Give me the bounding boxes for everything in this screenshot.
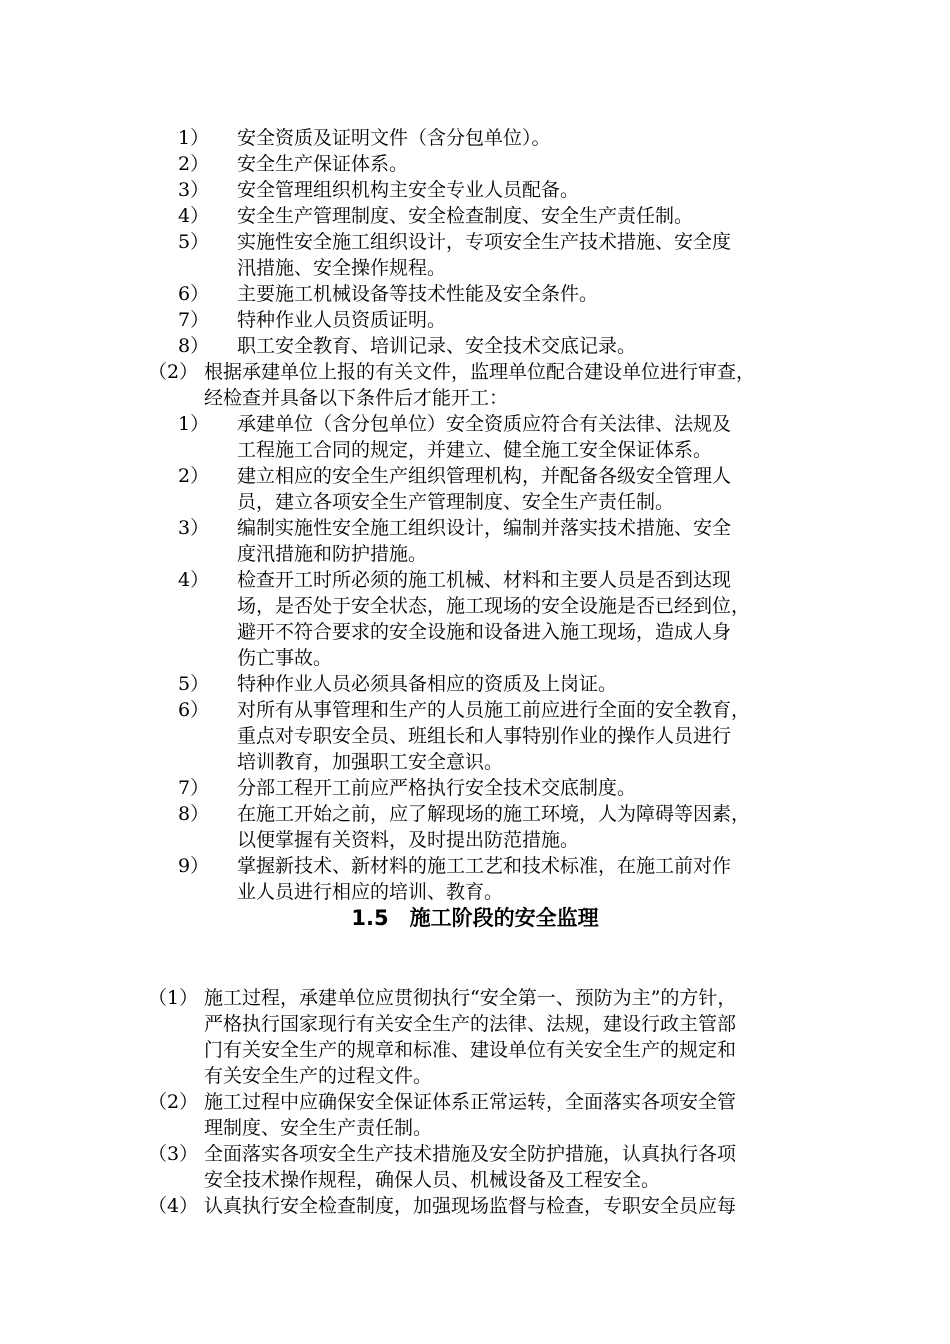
list-b-text: 承建单位（含分包单位）安全资质应符合有关法律、法规及 (237, 413, 732, 435)
item-number: （2） (148, 361, 199, 383)
list-b-text: 以便掌握有关资料，及时提出防范措施。 (237, 829, 580, 851)
list-a-text: 安全资质及证明文件（含分包单位）。 (237, 127, 551, 149)
list-b-text: 场，是否处于安全状态，施工现场的安全设施是否已经到位， (237, 595, 751, 617)
list-a-text: 安全管理组织机构主安全专业人员配备。 (237, 179, 580, 201)
list-b-text: 在施工开始之前，应了解现场的施工环境，人为障碍等因素， (237, 803, 751, 825)
list-a-number: 5） (178, 231, 210, 253)
list-c-text: 施工过程中应确保安全保证体系正常运转，全面落实各项安全管 (204, 1091, 737, 1113)
list-b-text: 业人员进行相应的培训、教育。 (237, 881, 504, 903)
list-b-number: 3） (178, 517, 210, 539)
item-text: 根据承建单位上报的有关文件，监理单位配合建设单位进行审查， (204, 361, 756, 383)
list-b-text: 对所有从事管理和生产的人员施工前应进行全面的安全教育， (237, 699, 751, 721)
list-b-text: 编制实施性安全施工组织设计，编制并落实技术措施、安全 (237, 517, 732, 539)
list-a-text: 安全生产管理制度、安全检查制度、安全生产责任制。 (237, 205, 694, 227)
list-a-number: 2） (178, 153, 210, 175)
list-b-text: 伤亡事故。 (237, 647, 333, 669)
list-b-number: 9） (178, 855, 210, 877)
list-b-number: 1） (178, 413, 210, 435)
list-b-number: 8） (178, 803, 210, 825)
list-b-text: 度汛措施和防护措施。 (237, 543, 428, 565)
list-a-text: 安全生产保证体系。 (237, 153, 409, 175)
list-b-text: 避开不符合要求的安全设施和设备进入施工现场，造成人身 (237, 621, 732, 643)
list-a-number: 1） (178, 127, 210, 149)
list-a-text: 主要施工机械设备等技术性能及安全条件。 (237, 283, 599, 305)
list-c-number: （1） (148, 987, 199, 1009)
list-a-number: 7） (178, 309, 210, 331)
list-c-number: （2） (148, 1091, 199, 1113)
list-b-number: 4） (178, 569, 210, 591)
list-c-text: 严格执行国家现行有关安全生产的法律、法规，建设行政主管部 (204, 1013, 737, 1035)
list-a-number: 8） (178, 335, 210, 357)
list-b-text: 检查开工时所必须的施工机械、材料和主要人员是否到达现 (237, 569, 732, 591)
list-a-number: 6） (178, 283, 210, 305)
list-b-number: 2） (178, 465, 210, 487)
list-c-text: 安全技术操作规程，确保人员、机械设备及工程安全。 (204, 1169, 661, 1191)
list-b-number: 5） (178, 673, 210, 695)
list-c-number: （3） (148, 1143, 199, 1165)
list-c-text: 理制度、安全生产责任制。 (204, 1117, 433, 1139)
list-c-text: 全面落实各项安全生产技术措施及安全防护措施，认真执行各项 (204, 1143, 737, 1165)
list-b-text: 特种作业人员必须具备相应的资质及上岗证。 (237, 673, 618, 695)
list-b-text: 工程施工合同的规定，并建立、健全施工安全保证体系。 (237, 439, 713, 461)
item-text: 经检查并具备以下条件后才能开工： (204, 387, 509, 409)
list-a-text: 汛措施、安全操作规程。 (237, 257, 447, 279)
list-a-text: 职工安全教育、培训记录、安全技术交底记录。 (237, 335, 637, 357)
list-b-text: 员，建立各项安全生产管理制度、安全生产责任制。 (237, 491, 675, 513)
list-b-text: 分部工程开工前应严格执行安全技术交底制度。 (237, 777, 637, 799)
list-a-number: 4） (178, 205, 210, 227)
list-b-number: 7） (178, 777, 210, 799)
list-a-text: 特种作业人员资质证明。 (237, 309, 447, 331)
list-a-text: 实施性安全施工组织设计，专项安全生产技术措施、安全度 (237, 231, 732, 253)
list-b-text: 建立相应的安全生产组织管理机构，并配备各级安全管理人 (237, 465, 732, 487)
list-b-text: 培训教育，加强职工安全意识。 (237, 751, 504, 773)
list-c-text: 门有关安全生产的规章和标准、建设单位有关安全生产的规定和 (204, 1039, 737, 1061)
list-b-text: 掌握新技术、新材料的施工工艺和技术标准，在施工前对作 (237, 855, 732, 877)
list-a-number: 3） (178, 179, 210, 201)
list-c-text: 有关安全生产的过程文件。 (204, 1065, 433, 1087)
list-c-number: （4） (148, 1195, 199, 1217)
list-c-text: 认真执行安全检查制度，加强现场监督与检查，专职安全员应每 (204, 1195, 737, 1217)
list-c-text: 施工过程，承建单位应贯彻执行“安全第一、预防为主”的方针， (204, 987, 737, 1009)
list-b-text: 重点对专职安全员、班组长和人事特别作业的操作人员进行 (237, 725, 732, 747)
section-heading: 1.5 施工阶段的安全监理 (351, 906, 599, 930)
list-b-number: 6） (178, 699, 210, 721)
